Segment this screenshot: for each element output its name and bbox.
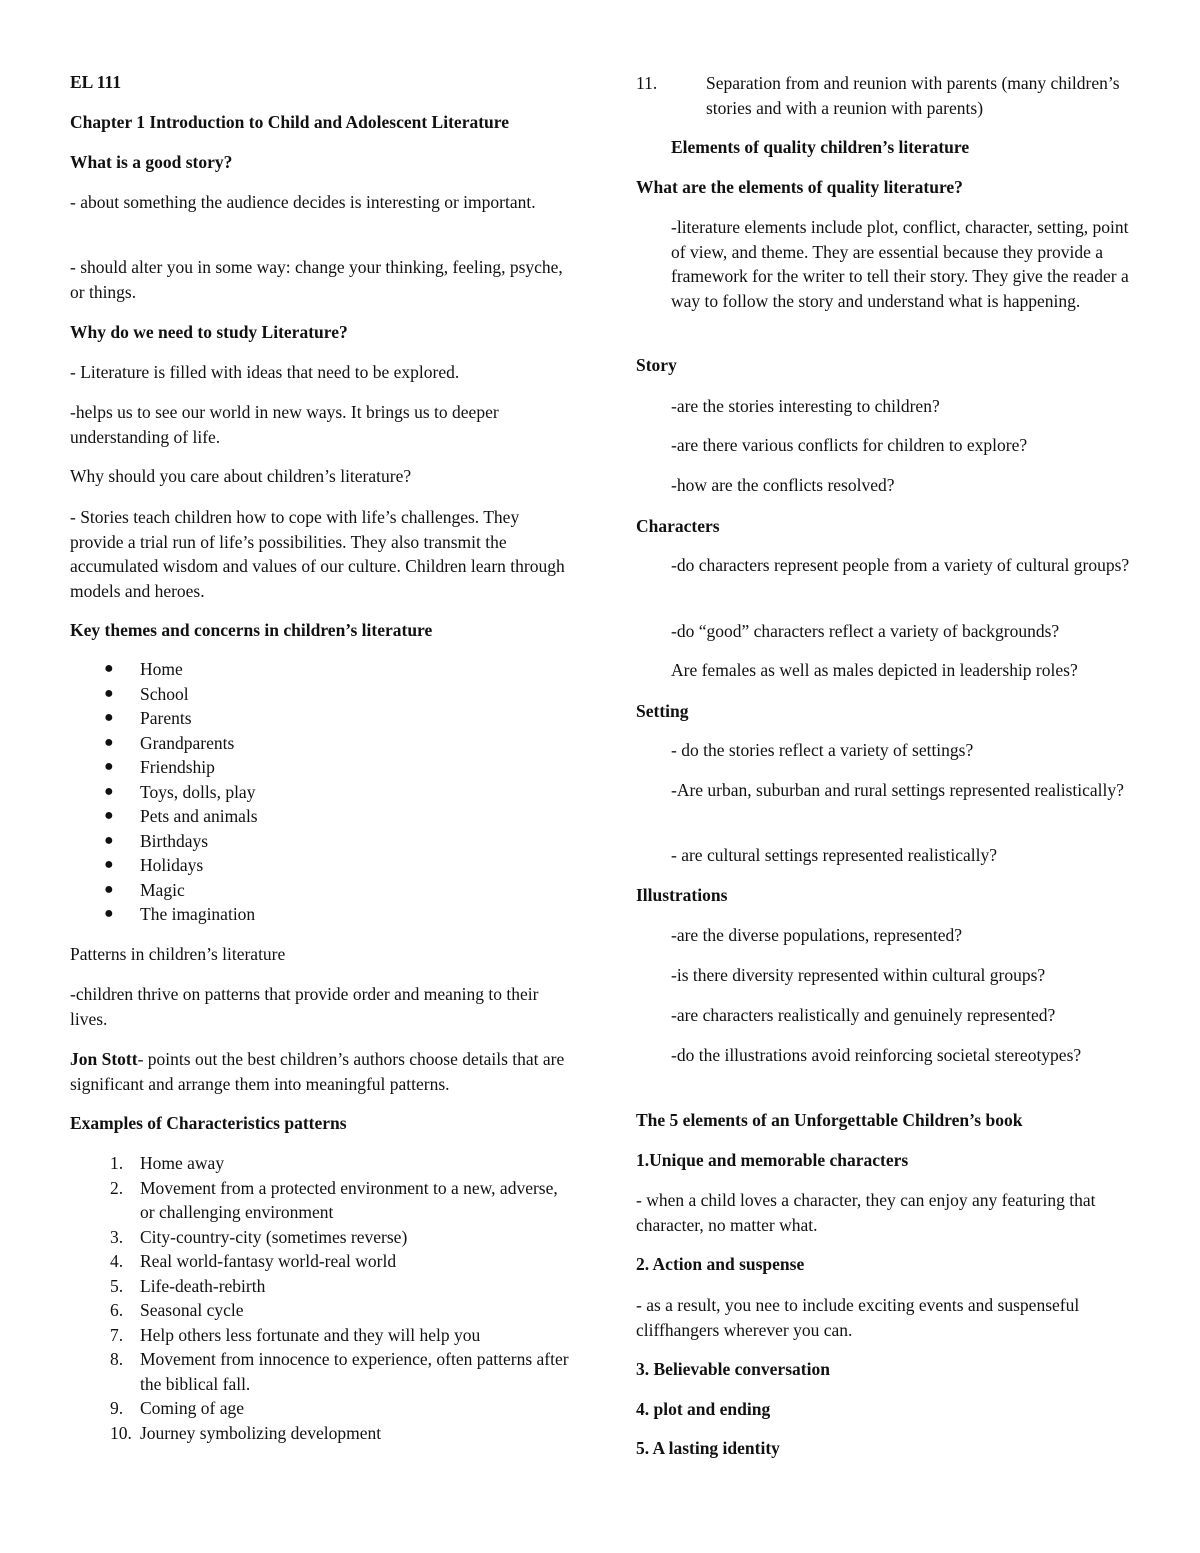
bullet-icon: ● (104, 758, 114, 775)
bullet-icon: ● (104, 807, 114, 824)
setting-item: - are cultural settings represented realistically? (671, 845, 998, 865)
list-item: ● Magic (70, 878, 570, 903)
story-heading: Story (636, 355, 677, 375)
stott-paragraph (70, 1047, 570, 1096)
illustrations-item: -are characters realistically and genuinely represented? (671, 1005, 1056, 1025)
list-item: ● Toys, dolls, play (70, 780, 570, 805)
five-elements-2: 2. Action and suspense (636, 1254, 805, 1274)
list-item: 2. Movement from a protected environment to a new, adverse, or challenging environment (110, 1177, 558, 1222)
bullet-icon: ● (104, 905, 114, 922)
stott-name: Jon Stott (70, 1049, 138, 1069)
story-item: -how are the conflicts resolved? (671, 475, 895, 495)
examples-heading: Examples of Characteristics patterns (70, 1113, 347, 1133)
list-item: ● Birthdays (70, 829, 570, 854)
course-code: EL 111 (70, 72, 122, 92)
setting-heading: Setting (636, 701, 689, 721)
elements-question: What are the elements of quality literature? (636, 177, 963, 197)
five-elements-3: 3. Believable conversation (636, 1359, 830, 1379)
list-item: ● Home (70, 657, 570, 682)
bullet-icon: ● (104, 856, 114, 873)
five-elements-4: 4. plot and ending (636, 1399, 771, 1419)
themes-list (70, 657, 570, 927)
five-elements-1: 1.Unique and memorable characters (636, 1150, 909, 1170)
list-item: 8. Movement from innocence to experience, often patterns after the biblical fall. (110, 1349, 569, 1394)
characters-item: -do “good” characters reflect a variety of backgrounds? (671, 621, 1060, 641)
characters-heading: Characters (636, 516, 720, 536)
answer-study-literature-2: -helps us to see our world in new ways. It brings us to deeper understanding of life. (70, 402, 499, 447)
answer-good-story-1: - about something the audience decides is interesting or important. (70, 192, 536, 212)
illustrations-heading: Illustrations (636, 885, 728, 905)
patterns-text: -children thrive on patterns that provide order and meaning to their lives. (70, 984, 539, 1029)
list-item: ● Parents (70, 706, 570, 731)
list-item: 4. Real world-fantasy world-real world (110, 1251, 397, 1271)
patterns-heading: Patterns in children’s literature (70, 944, 286, 964)
list-item: ● School (70, 682, 570, 707)
characters-item: -do characters represent people from a variety of cultural groups? (671, 555, 1130, 575)
list-item: 7. Help others less fortunate and they will help you (110, 1324, 481, 1345)
list-item: 5. Life-death-rebirth (110, 1275, 266, 1296)
bullet-icon: ● (104, 831, 114, 849)
bullet-icon: ● (104, 660, 114, 677)
characters-item: Are females as well as males depicted in leadership roles? (671, 660, 1078, 680)
bullet-icon: ● (104, 782, 114, 800)
list-item: ● Grandparents (70, 731, 570, 756)
illustrations-item: -do the illustrations avoid reinforcing societal stereotypes? (671, 1045, 1082, 1065)
five-elements-heading: The 5 elements of an Unforgettable Children’s book (636, 1110, 1023, 1130)
themes-heading: Key themes and concerns in children’s literature (70, 620, 433, 640)
list-item: ● Friendship (70, 755, 570, 780)
list-item: 9. Coming of age (110, 1398, 245, 1418)
answer-care-childrens-lit: - Stories teach children how to cope with life’s challenges. They provide a trial run of life’s possibilities. They also transmit the accumulated wisdom and values of our culture. Children learn through models and heroes. (70, 507, 565, 601)
illustrations-item: -are the diverse populations, represented? (671, 925, 963, 945)
setting-item: -Are urban, suburban and rural settings represented realistically? (671, 780, 1124, 800)
examples-list (70, 1151, 570, 1445)
answer-good-story-2: - should alter you in some way: change your thinking, feeling, psyche, or things. (70, 257, 563, 302)
list-item: 3. City-country-city (sometimes reverse) (110, 1226, 408, 1247)
list-item: 6. Seasonal cycle (110, 1300, 244, 1320)
list-item: 11. Separation from and reunion with parents (many children’s stories and with a reunion with parents) (636, 73, 1120, 118)
story-item: -are there various conflicts for children to explore? (671, 435, 1028, 455)
bullet-icon: ● (104, 684, 114, 702)
question-study-literature: Why do we need to study Literature? (70, 322, 348, 342)
list-item: 10. Journey symbolizing development (110, 1422, 382, 1443)
five-elements-2-text: - as a result, you nee to include exciting events and suspenseful cliffhangers wherever you can. (636, 1295, 1080, 1340)
bullet-icon: ● (104, 880, 114, 898)
bullet-icon: ● (104, 709, 114, 726)
list-item: ● Pets and animals (70, 804, 570, 829)
story-item: -are the stories interesting to children? (671, 396, 940, 416)
setting-item: - do the stories reflect a variety of settings? (671, 740, 974, 760)
examples-list-continued (636, 71, 1136, 120)
five-elements-1-text: - when a child loves a character, they can enjoy any featuring that character, no matter what. (636, 1190, 1096, 1235)
answer-study-literature-1: - Literature is filled with ideas that need to be explored. (70, 362, 460, 382)
stott-text: - points out the best children’s authors choose details that are significant and arrange them into meaningful patterns. (70, 1049, 565, 1094)
question-good-story: What is a good story? (70, 152, 233, 172)
elements-heading: Elements of quality children’s literature (671, 137, 970, 157)
list-item: ● Holidays (70, 853, 570, 878)
bullet-icon: ● (104, 733, 114, 751)
chapter-title: Chapter 1 Introduction to Child and Adolescent Literature (70, 112, 509, 132)
list-item: ● The imagination (70, 902, 570, 927)
elements-answer: -literature elements include plot, conflict, character, setting, point of view, and theme. They are essential because they provide a framework for the writer to tell their story. They give the reader a way to follow the story and understand what is happening. (671, 217, 1129, 311)
list-item: 1. Home away (110, 1153, 225, 1173)
five-elements-5: 5. A lasting identity (636, 1438, 780, 1458)
illustrations-item: -is there diversity represented within cultural groups? (671, 965, 1046, 985)
question-care-childrens-lit: Why should you care about children’s literature? (70, 466, 412, 486)
